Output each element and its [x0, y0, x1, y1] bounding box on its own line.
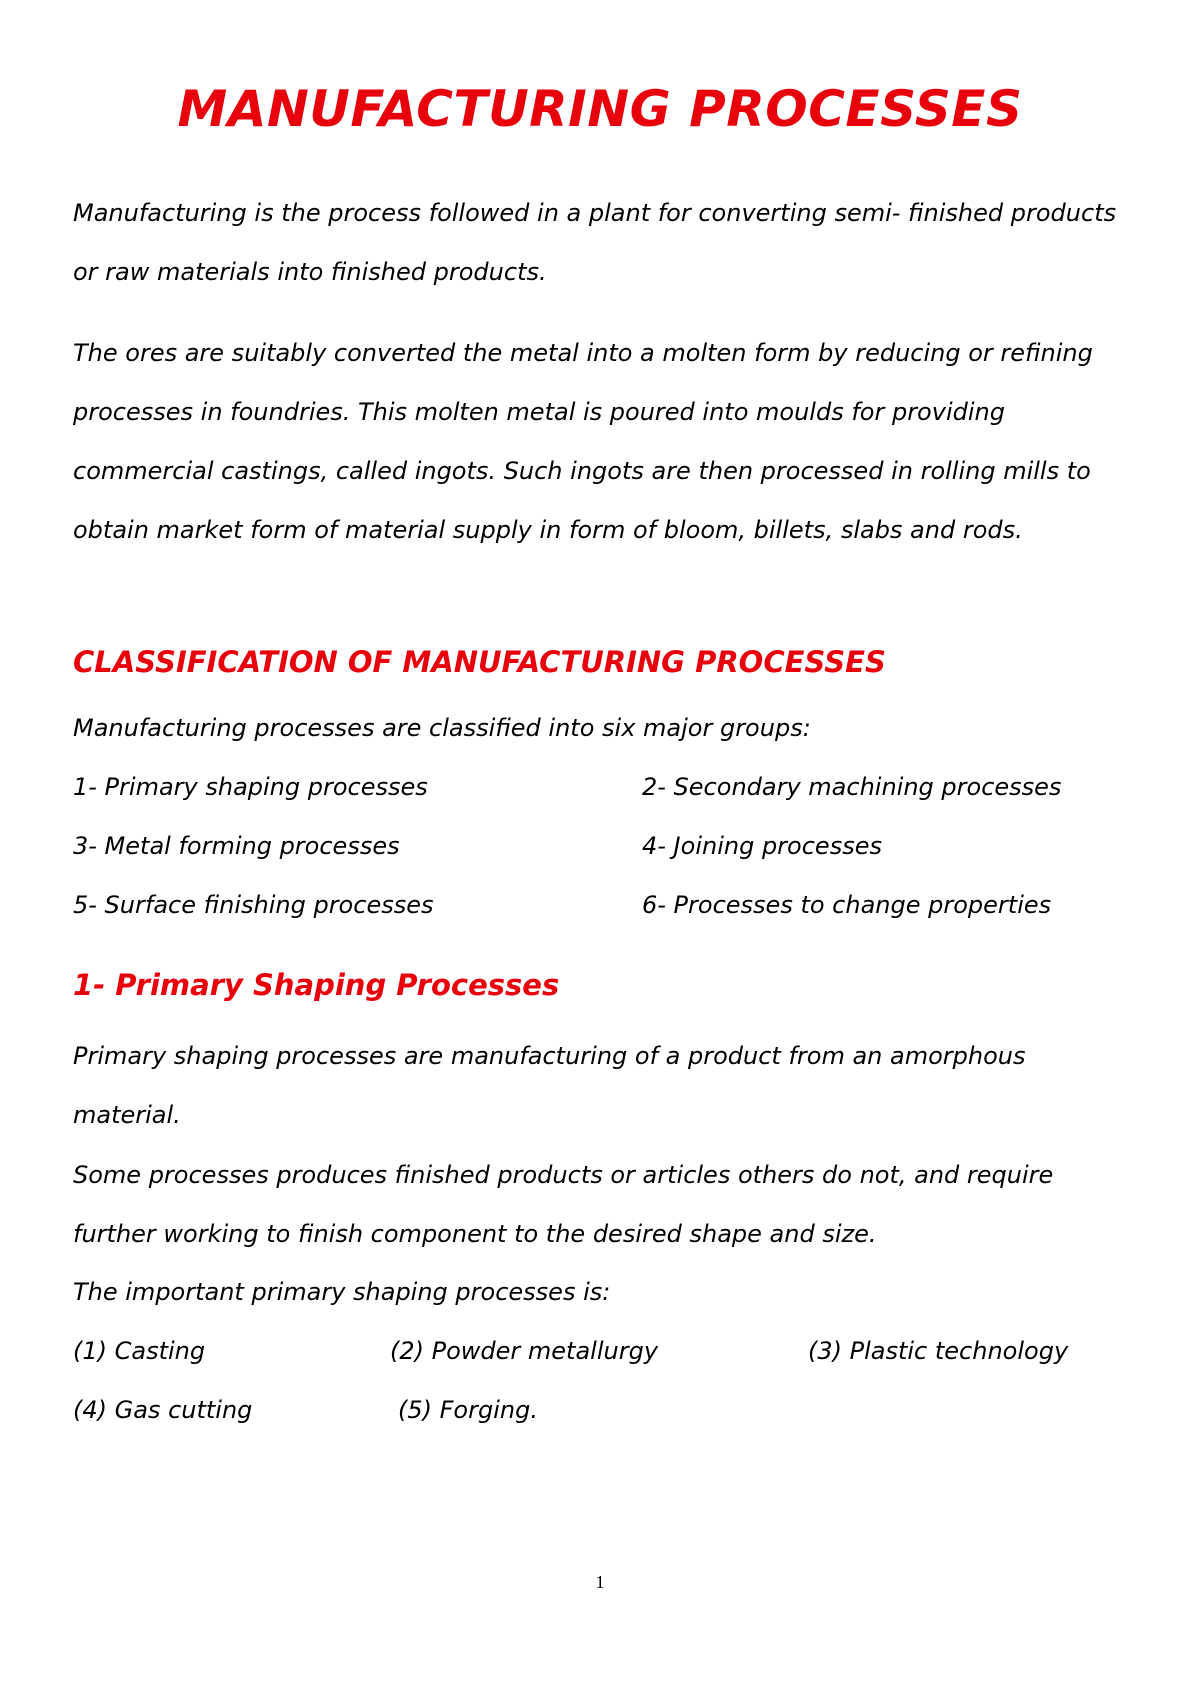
process-item: (1) Casting	[73, 1337, 206, 1365]
classification-intro: Manufacturing processes are classified into six major groups:	[73, 714, 811, 742]
primary-shaping-list-intro: The important primary shaping processes is:	[73, 1278, 611, 1306]
group-item: 2- Secondary machining processes	[642, 773, 1062, 801]
process-item: (5) Forging.	[398, 1396, 538, 1424]
group-item: 3- Metal forming processes	[73, 832, 400, 860]
primary-shaping-definition: Primary shaping processes are manufacturing of a product from an amorphous material.	[73, 1042, 1026, 1129]
primary-shaping-heading: 1- Primary Shaping Processes	[73, 968, 560, 1002]
intro-paragraph: Manufacturing is the process followed in a plant for converting semi- finished products or raw materials into finished products.	[73, 199, 1117, 286]
ores-paragraph: The ores are suitably converted the metal into a molten form by reducing or refining processes in foundries. This molten metal is poured into moulds for providing commercial castings, called ingots. Such ingots are then processed in rolling mills to obtain market form of material supply in form of bloom, billets, slabs and rods.	[73, 339, 1093, 544]
process-item: (2) Powder metallurgy	[390, 1337, 659, 1365]
group-item: 6- Processes to change properties	[642, 891, 1052, 919]
group-item: 5- Surface finishing processes	[73, 891, 434, 919]
process-item: (3) Plastic technology	[808, 1337, 1069, 1365]
process-item: (4) Gas cutting	[73, 1396, 253, 1424]
primary-shaping-note: Some processes produces finished products or articles others do not, and require further working to finish component to the desired shape and size.	[73, 1161, 1054, 1248]
page-number: 1	[595, 1572, 605, 1592]
document-title: MANUFACTURING PROCESSES	[177, 80, 1023, 138]
group-item: 4- Joining processes	[642, 832, 882, 860]
classification-heading: CLASSIFICATION OF MANUFACTURING PROCESSES	[73, 645, 886, 679]
group-item: 1- Primary shaping processes	[73, 773, 428, 801]
